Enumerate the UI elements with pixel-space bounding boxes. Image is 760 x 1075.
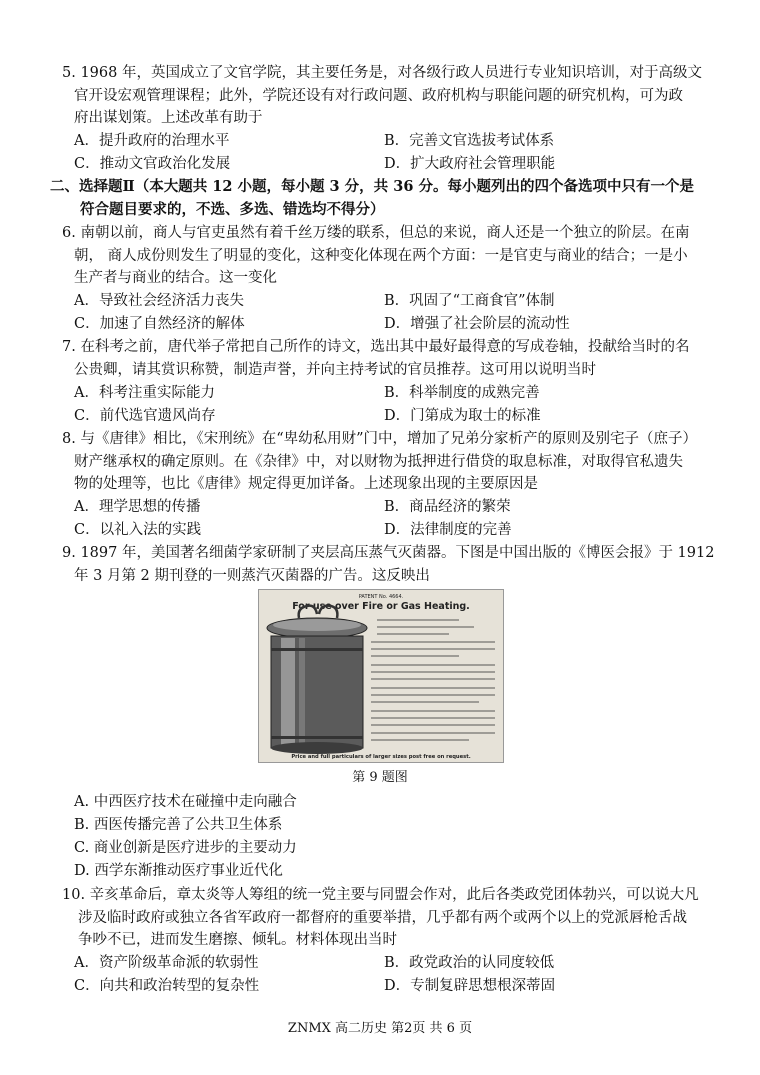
advertisement-graphic (259, 590, 503, 762)
question-5-option-a: A．提升政府的治理水平 (74, 133, 230, 149)
question-7 (62, 336, 718, 381)
question-8-option-c: C．以礼入法的实践 (74, 522, 202, 538)
question-9 (62, 542, 718, 587)
section-2-header (50, 176, 720, 221)
question-9-line-2: 年 3 月第 2 期刊登的一则蒸汽灭菌器的广告。这反映出 (74, 567, 430, 584)
question-10-line-2: 涉及临时政府或独立各省军政府一都督府的重要举措，几乎都有两个或两个以上的党派唇枪舌战 (78, 909, 687, 926)
sterilizer-advertisement-image (258, 589, 504, 763)
question-8-option-d: D．法律制度的完善 (384, 522, 512, 538)
question-5-line-1: 5. 1968 年，英国成立了文官学院，其主要任务是，对各级行政人员进行专业知识培训，对于高级文 (62, 65, 702, 81)
question-10-option-d: D．专制复辟思想根深蒂固 (384, 978, 556, 994)
page-footer: ZNMX 高二历史 第2页 共 6 页 (287, 1021, 473, 1036)
question-5-line-2: 官开设宏观管理课程；此外，学院还设有对行政问题、政府机构与职能问题的研究机构，可为政 (74, 87, 683, 104)
ad-header-text: PATENT No. 4664. (358, 594, 404, 600)
lid-highlight (273, 619, 361, 631)
question-9-line-1: 9. 1897 年，美国著名细菌学家研制了夹层高压蒸气灭菌器。下图是中国出版的《博医会报》于 1912 (62, 545, 715, 561)
question-6-line-2: 朝， 商人成份则发生了明显的变化，这种变化体现在两个方面：一是官吏与商业的结合；一是小 (74, 247, 688, 264)
pot-shine-secondary (299, 638, 305, 746)
question-9-option-a: A. 中西医疗技术在碰撞中走向融合 (74, 794, 297, 810)
question-5-option-c: C．推动文官政治化发展 (74, 156, 231, 172)
question-6-line-1: 6. 南朝以前，商人与官吏虽然有着千丝万缕的联系，但总的来说，商人还是一个独立的阶层。在南 (62, 225, 690, 241)
question-6 (62, 222, 718, 290)
question-8-line-2: 财产继承权的确定原则。在《杂律》中，对以财物为抵押进行借贷的取息标准，对取得官私遗失 (74, 453, 683, 470)
question-7-option-d: D．门第成为取士的标准 (384, 408, 541, 424)
question-10-line-1: 10. 辛亥革命后，章太炎等人筹组的统一党主要与同盟会作对，此后各类政党团体勃兴，可以说大凡 (62, 887, 699, 903)
ad-title-text: For use over Fire or Gas Heating. (292, 601, 470, 612)
question-8-option-a: A．理学思想的传播 (74, 499, 201, 515)
question-10-option-a: A．资产阶级革命派的软弱性 (74, 955, 259, 971)
section-2-line-2: 符合题目要求的，不选、多选、错选均不得分） (80, 200, 385, 218)
question-10-option-c: C．向共和政治转型的复杂性 (74, 978, 260, 994)
question-7-option-b: B．科举制度的成熟完善 (384, 385, 540, 401)
question-10-option-b: B．政党政治的认同度较低 (384, 955, 555, 971)
pot-band-bottom (271, 736, 363, 739)
section-2-line-1: 二、选择题Ⅱ（本大题共 12 小题，每小题 3 分，共 36 分。每小题列出的四个备选项中只有一个是 (50, 178, 694, 195)
question-7-option-a: A．科考注重实际能力 (74, 385, 215, 401)
question-5-option-d: D．扩大政府社会管理职能 (384, 156, 556, 172)
question-10-line-3: 争吵不已，进而发生磨擦、倾轧。材料体现出当时 (78, 932, 397, 948)
question-7-line-2: 公贵卿，请其赏识称赞，制造声誉，并向主持考试的官员推荐。这可用以说明当时 (74, 361, 596, 378)
question-10 (62, 884, 718, 952)
ad-footer-text: Price and full particulars of larger sizes post free on request. (291, 754, 471, 760)
pot-base (271, 742, 363, 754)
question-5-line-3: 府出谋划策。上述改革有助于 (74, 110, 263, 126)
question-8-option-b: B．商品经济的繁荣 (384, 499, 511, 515)
pot-band-top (271, 648, 363, 651)
question-6-option-b: B．巩固了“工商食官”体制 (384, 293, 555, 309)
question-9-option-b: B. 西医传播完善了公共卫生体系 (74, 817, 283, 833)
question-6-line-3: 生产者与商业的结合。这一变化 (74, 270, 277, 286)
question-6-option-a: A．导致社会经济活力丧失 (74, 293, 244, 309)
question-5 (62, 62, 718, 130)
figure-9-caption: 第 9 题图 (352, 770, 408, 785)
question-9-option-d: D. 西学东渐推动医疗事业近代化 (74, 863, 283, 879)
question-7-line-1: 7. 在科考之前，唐代举子常把自己所作的诗文，选出其中最好最得意的写成卷轴，投献给当时的名 (62, 339, 690, 355)
question-5-option-b: B．完善文官选拔考试体系 (384, 133, 555, 149)
pot-shine (281, 638, 295, 746)
question-6-option-c: C．加速了自然经济的解体 (74, 316, 245, 332)
question-7-option-c: C．前代选官遗风尚存 (74, 408, 216, 424)
question-8-line-1: 8. 与《唐律》相比，《宋刑统》在“卑幼私用财”门中，增加了兄弟分家析产的原则及别宅子（庶子） (62, 431, 698, 447)
question-8-line-3: 物的处理等，也比《唐律》规定得更加详备。上述现象出现的主要原因是 (74, 476, 538, 492)
question-8 (62, 428, 718, 496)
question-6-option-d: D．增强了社会阶层的流动性 (384, 316, 570, 332)
question-9-option-c: C. 商业创新是医疗进步的主要动力 (74, 840, 297, 856)
